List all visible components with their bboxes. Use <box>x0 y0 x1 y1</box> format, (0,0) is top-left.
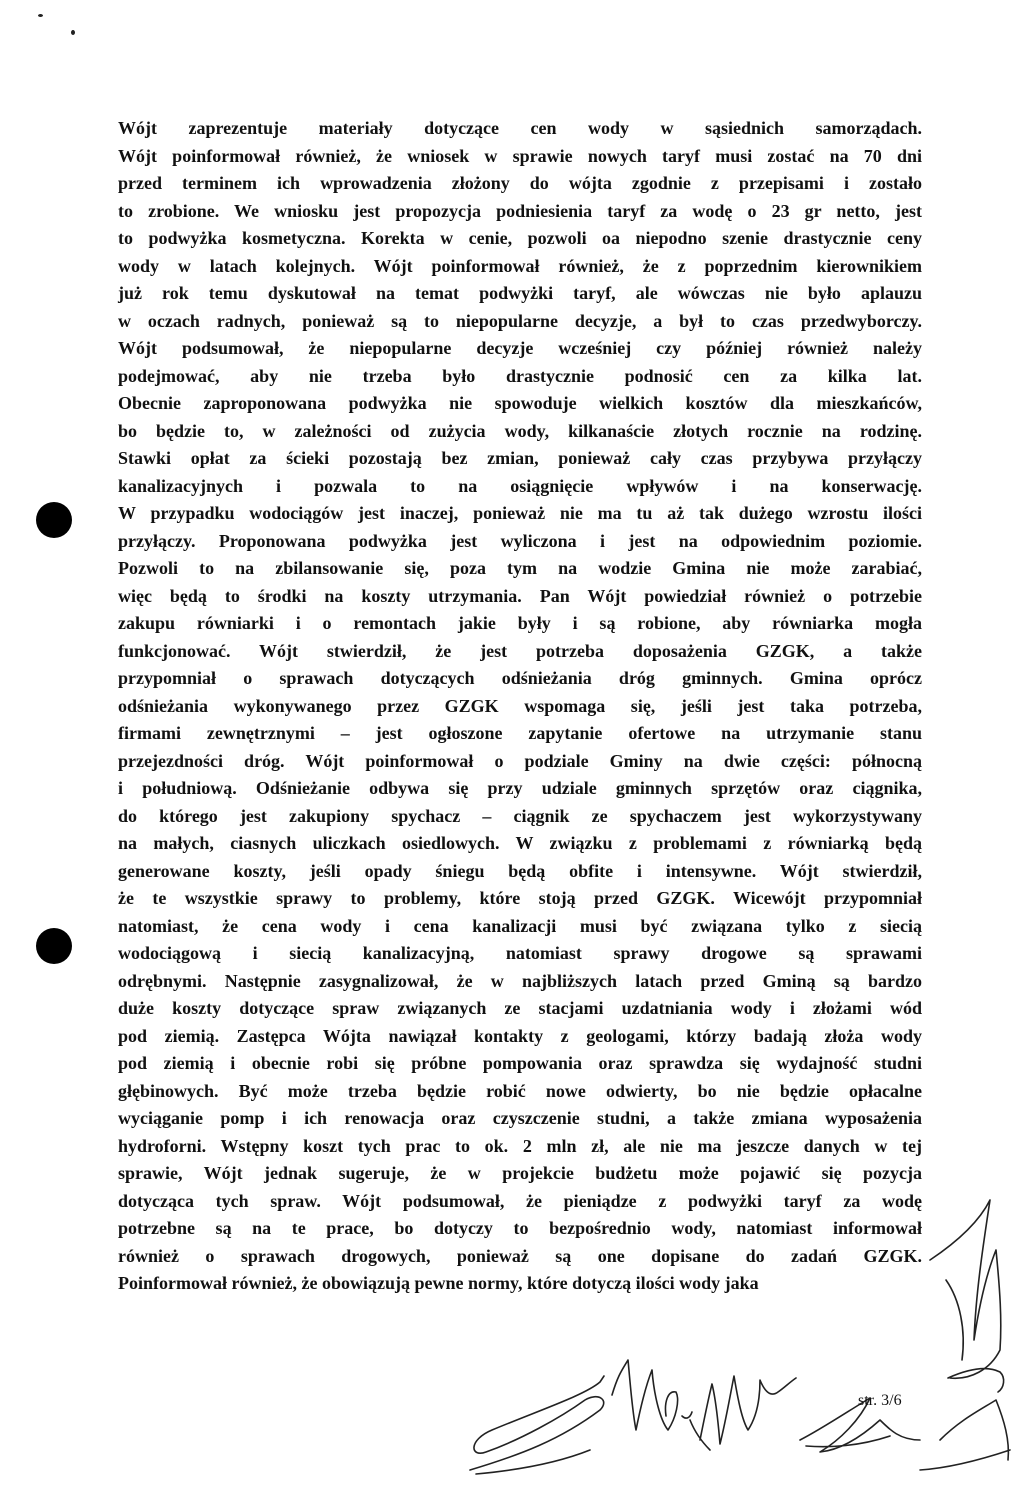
text-line: to podwyżka kosmetyczna. Korekta w cenie, pozwoli oa niepodno szenie drastycznie ceny <box>118 228 922 248</box>
text-line: zakupu równiarki i o remontach jakie były i są robione, aby równiarka mogła <box>118 613 922 633</box>
text-line: głębinowych. Być może trzeba będzie robić nowe odwierty, bo nie będzie opłacalne <box>118 1080 922 1101</box>
text-line: podejmować, aby nie trzeba było drastycznie podnosić cen za kilka lat. <box>118 365 922 386</box>
text-line: pod ziemią. Zastępca Wójta nawiązał kontakty z geologami, którzy badają złoża wody <box>118 1025 922 1046</box>
signature-2-icon <box>612 1360 678 1430</box>
text-line: duże koszty dotyczące spraw związanych ze stacjami uzdatniania wody i złożami wód <box>118 998 922 1018</box>
text-line: wodociągową i siecią kanalizacyjną, natomiast sprawy drogowe są sprawami <box>118 943 922 963</box>
text-line: Wójt podsumował, że niepopularne decyzje wcześniej czy później również należy <box>118 338 922 358</box>
punch-hole <box>36 928 72 964</box>
text-line: więc będą to środki na koszty utrzymania. Pan Wójt powiedział również o potrzebie <box>118 585 922 606</box>
text-line: sprawie, Wójt jednak sugeruje, że w projekcie budżetu może pojawić się pozycja <box>118 1163 922 1183</box>
text-line: przypomniał o sprawach dotyczących odśnieżania dróg gminnych. Gmina oprócz <box>118 668 922 688</box>
text-line: Obecnie zaproponowana podwyżka nie spowoduje wielkich kosztów dla mieszkańców, <box>118 393 922 413</box>
text-line: Wójt zaprezentuje materiały dotyczące cen wody w sąsiednich samorządach. <box>118 118 922 138</box>
scan-speck <box>38 14 43 17</box>
text-line: firmami zewnętrznymi – jest ogłoszone zapytanie ofertowe na utrzymanie stanu <box>118 723 922 743</box>
text-line: natomiast, że cena wody i cena kanalizacji musi być związana tylko z siecią <box>118 915 922 936</box>
text-line: wody w latach kolejnych. Wójt poinformował również, że z poprzednim kierownikiem <box>118 255 922 276</box>
document-body <box>118 115 922 1298</box>
text-line: i południową. Odśnieżanie odbywa się przy udziale gminnych sprzętów oraz ciągnika, <box>118 778 922 798</box>
scan-speck <box>71 30 75 35</box>
text-line: to zrobione. We wniosku jest propozycja podniesienia taryf za wodę o 23 gr netto, jest <box>118 200 922 221</box>
text-line: również o sprawach drogowych, ponieważ są one dopisane do zadań GZGK. <box>118 1245 922 1266</box>
text-line: Poinformował również, że obowiązują pewne normy, które dotyczą ilości wody jaka <box>118 1273 759 1293</box>
text-line: już rok temu dyskutował na temat podwyżki taryf, ale wówczas nie było aplauzu <box>118 283 922 303</box>
signature-1-icon <box>470 1376 604 1470</box>
text-line: odśnieżania wykonywanego przez GZGK wspomaga się, jeśli jest taka potrzeba, <box>118 695 922 716</box>
text-line: W przypadku wodociągów jest inaczej, ponieważ nie ma tu aż tak dużego wzrostu ilości <box>118 503 922 523</box>
text-line: hydroforni. Wstępny koszt tych prac to ok. 2 mln zł, ale nie ma jeszcze danych w tej <box>118 1135 922 1156</box>
text-line: funkcjonować. Wójt stwierdził, że jest potrzeba doposażenia GZGK, a także <box>118 640 922 661</box>
text-line: dotycząca tych spraw. Wójt podsumował, że pieniądze z podwyżki taryf za wodę <box>118 1190 922 1211</box>
text-line: że te wszystkie sprawy to problemy, które stoją przed GZGK. Wicewójt przypomniał <box>118 888 922 908</box>
text-line: do którego jest zakupiony spychacz – ciągnik ze spychaczem jest wykorzystywany <box>118 805 922 826</box>
text-line: Wójt poinformował również, że wniosek w sprawie nowych taryf musi zostać na 70 dni <box>118 145 922 166</box>
text-line: przejezdności dróg. Wójt poinformował o podziale Gminy na dwie części: północną <box>118 750 922 771</box>
text-line: odrębnymi. Następnie zasygnalizował, że w najbliższych latach przed Gminą są bardzo <box>118 970 922 991</box>
text-line: na małych, ciasnych uliczkach osiedlowych. W związku z problemami z równiarką będą <box>118 833 922 853</box>
text-line: potrzebne są na te prace, bo dotyczy to bezpośrednio wody, natomiast informował <box>118 1218 922 1238</box>
signature-3-icon <box>700 1376 796 1444</box>
text-line: kanalizacyjnych i pozwala to na osiągnięcie wpływów i na konserwację. <box>118 475 922 496</box>
text-line: pod ziemią i obecnie robi się próbne pompowania oraz sprawdza się wydajność studni <box>118 1053 922 1073</box>
text-line: przed terminem ich wprowadzenia złożony do wójta zgodnie z przepisami i zostało <box>118 173 922 193</box>
page-number: str. 3/6 <box>858 1392 902 1409</box>
text-line: przyłączy. Proponowana podwyżka jest wyliczona i jest na odpowiednim poziomie. <box>118 530 922 551</box>
text-line: wyciąganie pomp i ich renowacja oraz czyszczenie studni, a także zmiana wyposażenia <box>118 1108 922 1128</box>
text-line: generowane koszty, jeśli opady śniegu będą obfite i intensywne. Wójt stwierdził, <box>118 860 922 881</box>
text-line: Pozwoli to na zbilansowanie się, poza tym na wodzie Gmina nie może zarabiać, <box>118 558 922 578</box>
punch-hole <box>36 502 72 538</box>
text-line: bo będzie to, w zależności od zużycia wody, kilkanaście złotych rocznie na rodzinę. <box>118 420 922 441</box>
text-line: w oczach radnych, ponieważ są to niepopularne decyzje, a był to czas przedwyborczy. <box>118 310 922 331</box>
signature-5-icon <box>930 1200 1001 1378</box>
text-line: Stawki opłat za ścieki pozostają bez zmian, ponieważ cały czas przybywa przyłączy <box>118 448 922 468</box>
